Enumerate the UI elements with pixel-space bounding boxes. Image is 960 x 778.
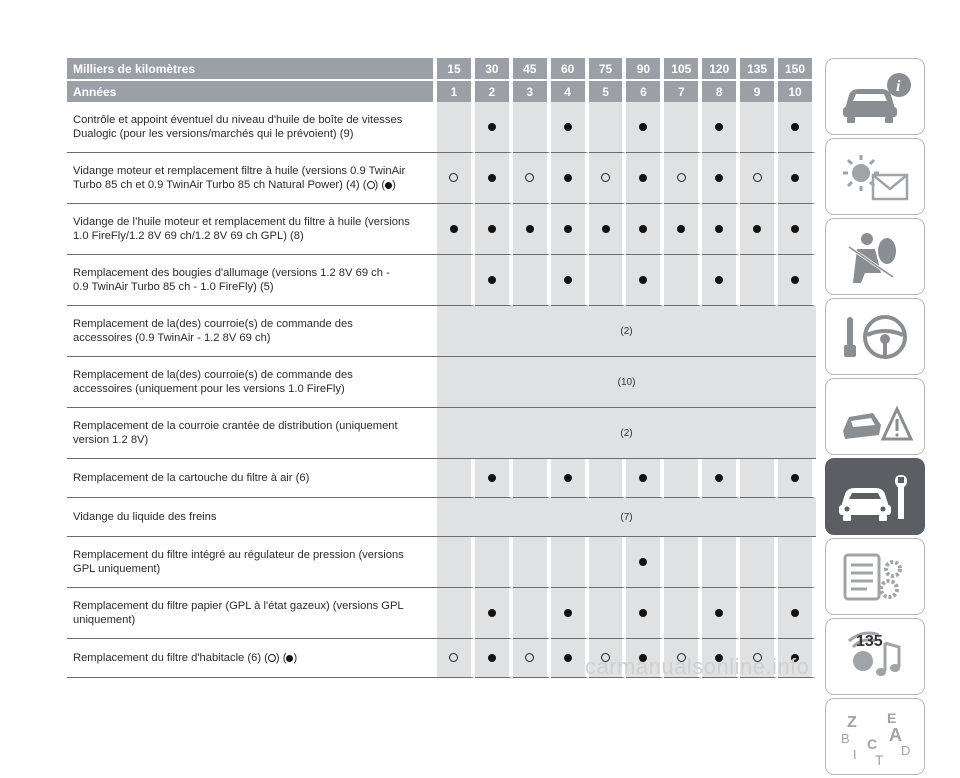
index-letter: I [853, 746, 857, 762]
description-line: Remplacement du filtre intégré au régulateur de pression (versions [73, 549, 404, 561]
index-letter: E [887, 709, 897, 726]
km-header-cell: 15 [437, 58, 475, 79]
sidebar-tab-multimedia[interactable] [825, 618, 925, 695]
interval-cell [589, 102, 627, 153]
emergency-icon [835, 387, 915, 447]
filled-circle-icon [715, 174, 723, 182]
filled-circle-icon [715, 609, 723, 617]
filled-circle-icon [564, 609, 572, 617]
km-header-cell: 120 [702, 58, 740, 79]
filled-circle-icon [564, 474, 572, 482]
interval-cell [589, 588, 627, 639]
sidebar-tab-warning-lights[interactable] [825, 138, 925, 215]
interval-cell [740, 153, 778, 204]
year-header-cell: 3 [513, 79, 551, 102]
interval-cell [513, 153, 551, 204]
km-header-cell: 60 [551, 58, 589, 79]
interval-cell [551, 537, 589, 588]
interval-cell [702, 204, 740, 255]
operation-description [67, 459, 437, 498]
filled-circle-icon [791, 174, 799, 182]
interval-cell [626, 255, 664, 306]
description-line: Remplacement des bougies d'allumage (versions 1.2 8V 69 ch - [73, 267, 390, 279]
filled-circle-icon [564, 225, 572, 233]
interval-cell [475, 639, 513, 678]
operation-description [67, 153, 437, 204]
sidebar-tab-technical-data[interactable] [825, 538, 925, 615]
interval-note-cell: (7) [437, 498, 816, 537]
filled-circle-icon [488, 174, 496, 182]
interval-cell [589, 204, 627, 255]
interval-cell [626, 102, 664, 153]
interval-note-cell: (10) [437, 357, 816, 408]
filled-circle-icon [791, 123, 799, 131]
index-letter: Z [847, 713, 857, 731]
maintenance-table-container [67, 58, 816, 678]
empty-circle-icon [525, 173, 534, 182]
year-header-cell: 5 [589, 79, 627, 102]
table-row [67, 102, 816, 153]
filled-circle-icon [639, 174, 647, 182]
years-header-label: Années [67, 79, 437, 102]
filled-circle-icon [488, 276, 496, 284]
interval-cell [551, 639, 589, 678]
index-letter: A [889, 724, 902, 745]
description-line: accessoires (0.9 TwinAir - 1.2 8V 69 ch) [73, 332, 271, 344]
filled-circle-icon [639, 276, 647, 284]
interval-cell [740, 537, 778, 588]
filled-circle-icon [564, 174, 572, 182]
index-letter: C [867, 735, 878, 752]
description-line: Vidange moteur et remplacement filtre à huile (versions 0.9 TwinAir [73, 165, 406, 177]
table-row [67, 408, 816, 459]
interval-cell [778, 255, 816, 306]
interval-cell [437, 204, 475, 255]
filled-circle-icon [677, 225, 685, 233]
interval-cell [589, 255, 627, 306]
sidebar-tab-starting-driving[interactable] [825, 298, 925, 375]
index-letter: D [901, 742, 911, 758]
interval-cell [740, 459, 778, 498]
km-header-cell: 105 [664, 58, 702, 79]
interval-cell [626, 588, 664, 639]
description-fragment: ) ( [374, 179, 386, 191]
description-line: 0.9 TwinAir Turbo 85 ch - 1.0 FireFly) (5) [73, 281, 274, 293]
interval-cell [551, 255, 589, 306]
operation-description [67, 357, 437, 408]
interval-cell [702, 459, 740, 498]
filled-circle-icon [488, 225, 496, 233]
interval-cell [551, 204, 589, 255]
interval-cell [475, 204, 513, 255]
interval-cell [551, 459, 589, 498]
interval-cell [626, 204, 664, 255]
year-header-cell: 6 [626, 79, 664, 102]
interval-cell [778, 537, 816, 588]
empty-circle-icon [449, 653, 458, 662]
interval-cell [664, 588, 702, 639]
filled-circle-icon [715, 123, 723, 131]
filled-circle-icon [450, 225, 458, 233]
description-fragment: ) [293, 652, 298, 664]
technical-data-icon [835, 547, 915, 607]
description-line: Contrôle et appoint éventuel du niveau d'huile de boîte de vitesses [73, 114, 403, 126]
interval-cell [475, 255, 513, 306]
description-line: 1.0 FireFly/1.2 8V 69 ch/1.2 8V 69 ch GPL) (8) [73, 230, 304, 242]
interval-cell [475, 153, 513, 204]
empty-circle-icon [753, 173, 762, 182]
description-line: Remplacement de la(des) courroie(s) de commande des [73, 318, 353, 330]
table-row [67, 588, 816, 639]
header-row-years [67, 79, 816, 102]
interval-cell [551, 588, 589, 639]
interval-cell [437, 102, 475, 153]
interval-cell [475, 588, 513, 639]
table-body [67, 102, 816, 678]
filled-circle-icon [639, 474, 647, 482]
interval-note-cell: (2) [437, 306, 816, 357]
airbag-safety-icon [835, 227, 915, 287]
operation-description [67, 306, 437, 357]
interval-cell [740, 204, 778, 255]
interval-cell [626, 153, 664, 204]
alphabetical-index-icon [835, 705, 915, 769]
index-letter: B [841, 730, 850, 746]
description-line: Remplacement du filtre d'habitacle (6) ( [73, 652, 268, 664]
warning-lights-icon [835, 147, 915, 207]
description-fragment: ) ( [275, 652, 287, 664]
empty-circle-icon [677, 173, 686, 182]
sidebar-tab-index[interactable] [825, 698, 925, 775]
filled-circle-icon [753, 225, 761, 233]
filled-circle-icon [526, 225, 534, 233]
description-line: Remplacement de la courroie crantée de distribution (uniquement [73, 420, 398, 432]
operation-description [67, 408, 437, 459]
filled-circle-icon [639, 609, 647, 617]
description-line: Remplacement de la(des) courroie(s) de commande des [73, 369, 353, 381]
interval-cell [551, 102, 589, 153]
interval-cell [437, 459, 475, 498]
interval-cell [513, 102, 551, 153]
car-wrench-maintenance-icon [835, 467, 915, 527]
interval-cell [778, 102, 816, 153]
operation-description [67, 102, 437, 153]
filled-circle-icon [639, 123, 647, 131]
interval-cell [740, 255, 778, 306]
interval-cell [664, 537, 702, 588]
car-info-icon [835, 67, 915, 127]
interval-cell [437, 639, 475, 678]
interval-cell [778, 459, 816, 498]
description-fragment: ) [392, 179, 396, 191]
sidebar-tab-safety[interactable] [825, 218, 925, 295]
filled-circle-icon [715, 276, 723, 284]
filled-circle-icon [791, 276, 799, 284]
km-header-cell: 45 [513, 58, 551, 79]
year-header-cell: 2 [475, 79, 513, 102]
description-line: version 1.2 8V) [73, 434, 149, 446]
km-header-cell: 75 [589, 58, 627, 79]
km-header-cell: 150 [778, 58, 816, 79]
interval-cell [740, 102, 778, 153]
year-header-cell: 10 [778, 79, 816, 102]
steering-wheel-key-icon [835, 307, 915, 367]
interval-cell [513, 639, 551, 678]
interval-cell [513, 459, 551, 498]
table-row [67, 255, 816, 306]
empty-circle-icon [525, 653, 534, 662]
interval-cell [702, 153, 740, 204]
filled-circle-icon [791, 225, 799, 233]
interval-cell [778, 588, 816, 639]
filled-circle-icon [488, 123, 496, 131]
maintenance-schedule-table [67, 58, 816, 678]
interval-cell [589, 153, 627, 204]
description-line: Remplacement du filtre papier (GPL à l'état gazeux) (versions GPL [73, 600, 404, 612]
interval-cell [702, 537, 740, 588]
filled-circle-icon [639, 225, 647, 233]
interval-cell [437, 537, 475, 588]
interval-cell [664, 153, 702, 204]
operation-description [67, 588, 437, 639]
interval-cell [475, 537, 513, 588]
table-row [67, 204, 816, 255]
year-header-cell: 1 [437, 79, 475, 102]
svg-text:i: i [896, 77, 901, 95]
interval-cell [702, 102, 740, 153]
interval-cell [778, 153, 816, 204]
table-row [67, 537, 816, 588]
operation-description [67, 639, 437, 678]
interval-cell [475, 459, 513, 498]
operation-description [67, 204, 437, 255]
interval-cell [664, 255, 702, 306]
chapter-sidebar [825, 58, 927, 778]
filled-circle-icon [564, 654, 572, 662]
header-row-km [67, 58, 816, 79]
description-line: GPL uniquement) [73, 563, 161, 575]
year-header-cell: 8 [702, 79, 740, 102]
filled-circle-icon [488, 609, 496, 617]
interval-cell [589, 459, 627, 498]
operation-description [67, 255, 437, 306]
table-row [67, 459, 816, 498]
empty-circle-icon [601, 173, 610, 182]
filled-circle-icon [385, 182, 392, 189]
interval-cell [513, 255, 551, 306]
interval-cell [740, 588, 778, 639]
table-row [67, 498, 816, 537]
interval-cell [437, 588, 475, 639]
interval-cell [475, 102, 513, 153]
interval-cell [513, 588, 551, 639]
filled-circle-icon [791, 474, 799, 482]
interval-cell [513, 204, 551, 255]
empty-circle-icon [449, 173, 458, 182]
filled-circle-icon [488, 474, 496, 482]
sidebar-tab-emergency[interactable] [825, 378, 925, 455]
interval-cell [702, 588, 740, 639]
interval-cell [437, 255, 475, 306]
interval-cell [664, 102, 702, 153]
km-header-label: Milliers de kilomètres [67, 58, 437, 79]
km-header-cell: 90 [626, 58, 664, 79]
watermark: carmanualsonline.info [585, 654, 810, 679]
year-header-cell: 7 [664, 79, 702, 102]
description-line: Vidange de l’huile moteur et remplacement du filtre à huile (versions [73, 216, 410, 228]
filled-circle-icon [715, 474, 723, 482]
operation-description [67, 498, 437, 537]
table-row [67, 306, 816, 357]
year-header-cell: 9 [740, 79, 778, 102]
description-line: accessoires (uniquement pour les versions 1.0 FireFly) [73, 383, 345, 395]
description-line: Vidange du liquide des freins [73, 511, 217, 523]
table-row [67, 153, 816, 204]
interval-cell [513, 537, 551, 588]
filled-circle-icon [488, 654, 496, 662]
interval-cell [626, 459, 664, 498]
empty-circle-icon [268, 654, 276, 662]
filled-circle-icon [564, 123, 572, 131]
interval-cell [664, 204, 702, 255]
description-line: Remplacement de la cartouche du filtre à air (6) [73, 472, 310, 484]
table-row [67, 357, 816, 408]
description-line: Turbo 85 ch et 0.9 TwinAir Turbo 85 ch Natural Power) (4) ( [73, 179, 367, 191]
interval-cell [551, 153, 589, 204]
filled-circle-icon [791, 609, 799, 617]
interval-cell [664, 459, 702, 498]
description-line: uniquement) [73, 614, 136, 626]
filled-circle-icon [602, 225, 610, 233]
empty-circle-icon [367, 181, 375, 189]
operation-description [67, 537, 437, 588]
km-header-cell: 135 [740, 58, 778, 79]
interval-cell [702, 255, 740, 306]
interval-note-cell: (2) [437, 408, 816, 459]
filled-circle-icon [639, 558, 647, 566]
interval-cell [778, 204, 816, 255]
filled-circle-icon [715, 225, 723, 233]
filled-circle-icon [564, 276, 572, 284]
interval-cell [437, 153, 475, 204]
interval-cell [626, 537, 664, 588]
sidebar-tab-maintenance[interactable] [825, 458, 925, 535]
description-line: Dualogic (pour les versions/marchés qui le prévoient) (9) [73, 128, 354, 140]
page-number: 135 [856, 633, 883, 650]
km-header-cell: 30 [475, 58, 513, 79]
index-letter: T [875, 751, 884, 768]
sidebar-tab-car-info[interactable] [825, 58, 925, 135]
interval-cell [589, 537, 627, 588]
year-header-cell: 4 [551, 79, 589, 102]
